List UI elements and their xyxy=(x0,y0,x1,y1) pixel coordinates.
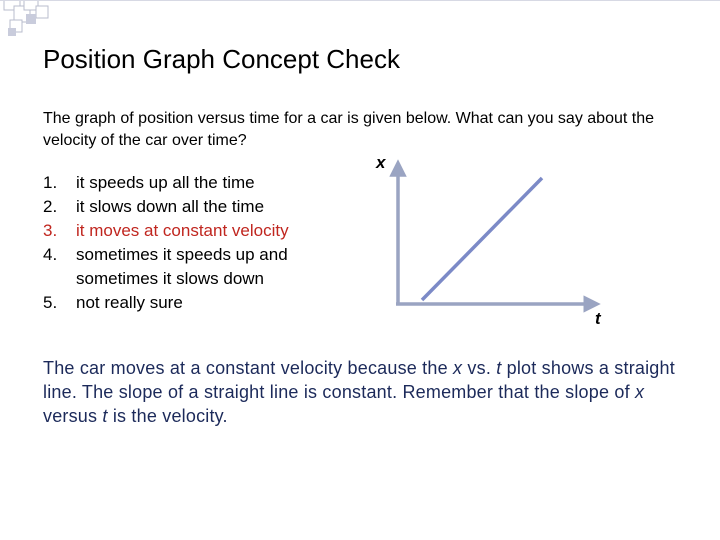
explanation-variable: x xyxy=(453,358,463,378)
y-axis-label: x xyxy=(376,153,386,172)
choice-2 xyxy=(43,195,343,219)
choice-number: 5. xyxy=(43,293,58,312)
choice-number: 1. xyxy=(43,173,58,192)
explanation-text xyxy=(43,356,693,428)
x-axis-label: t xyxy=(595,309,601,328)
choice-text: it moves at constant velocity xyxy=(76,221,289,240)
question-text: The graph of position versus time for a car is given below. What can you say about the velocity of the car over time? xyxy=(43,110,654,149)
choice-text: not really sure xyxy=(76,293,183,312)
choice-number: 3. xyxy=(43,221,58,240)
explanation-part: vs. xyxy=(462,358,497,378)
choice-4 xyxy=(43,243,343,291)
choice-text: it slows down all the time xyxy=(76,197,265,216)
answer-choices xyxy=(43,171,343,315)
choice-number: 4. xyxy=(43,245,58,264)
slide-title: Position Graph Concept Check xyxy=(43,44,400,74)
explanation-variable: t xyxy=(496,358,502,378)
explanation-variable: t xyxy=(102,406,108,426)
explanation-variable: x xyxy=(634,382,645,402)
choice-number: 2. xyxy=(43,197,58,216)
choice-3 xyxy=(43,219,343,243)
choice-1 xyxy=(43,171,343,195)
explanation-part: is the velocity. xyxy=(107,406,228,426)
explanation-part: versus xyxy=(43,406,103,426)
position-time-graph xyxy=(370,150,630,335)
explanation-part: plot shows a straight line. The slope of a straight line is constant. Remember that the slope of xyxy=(43,358,675,402)
position-line xyxy=(422,178,542,300)
corner-squares-decoration xyxy=(0,0,720,40)
choice-text: sometimes it speeds up and sometimes it slows down xyxy=(76,245,288,288)
explanation-part: The car moves at a constant velocity because the xyxy=(43,358,454,378)
choice-5 xyxy=(43,291,343,315)
choice-text: it speeds up all the time xyxy=(76,173,255,192)
